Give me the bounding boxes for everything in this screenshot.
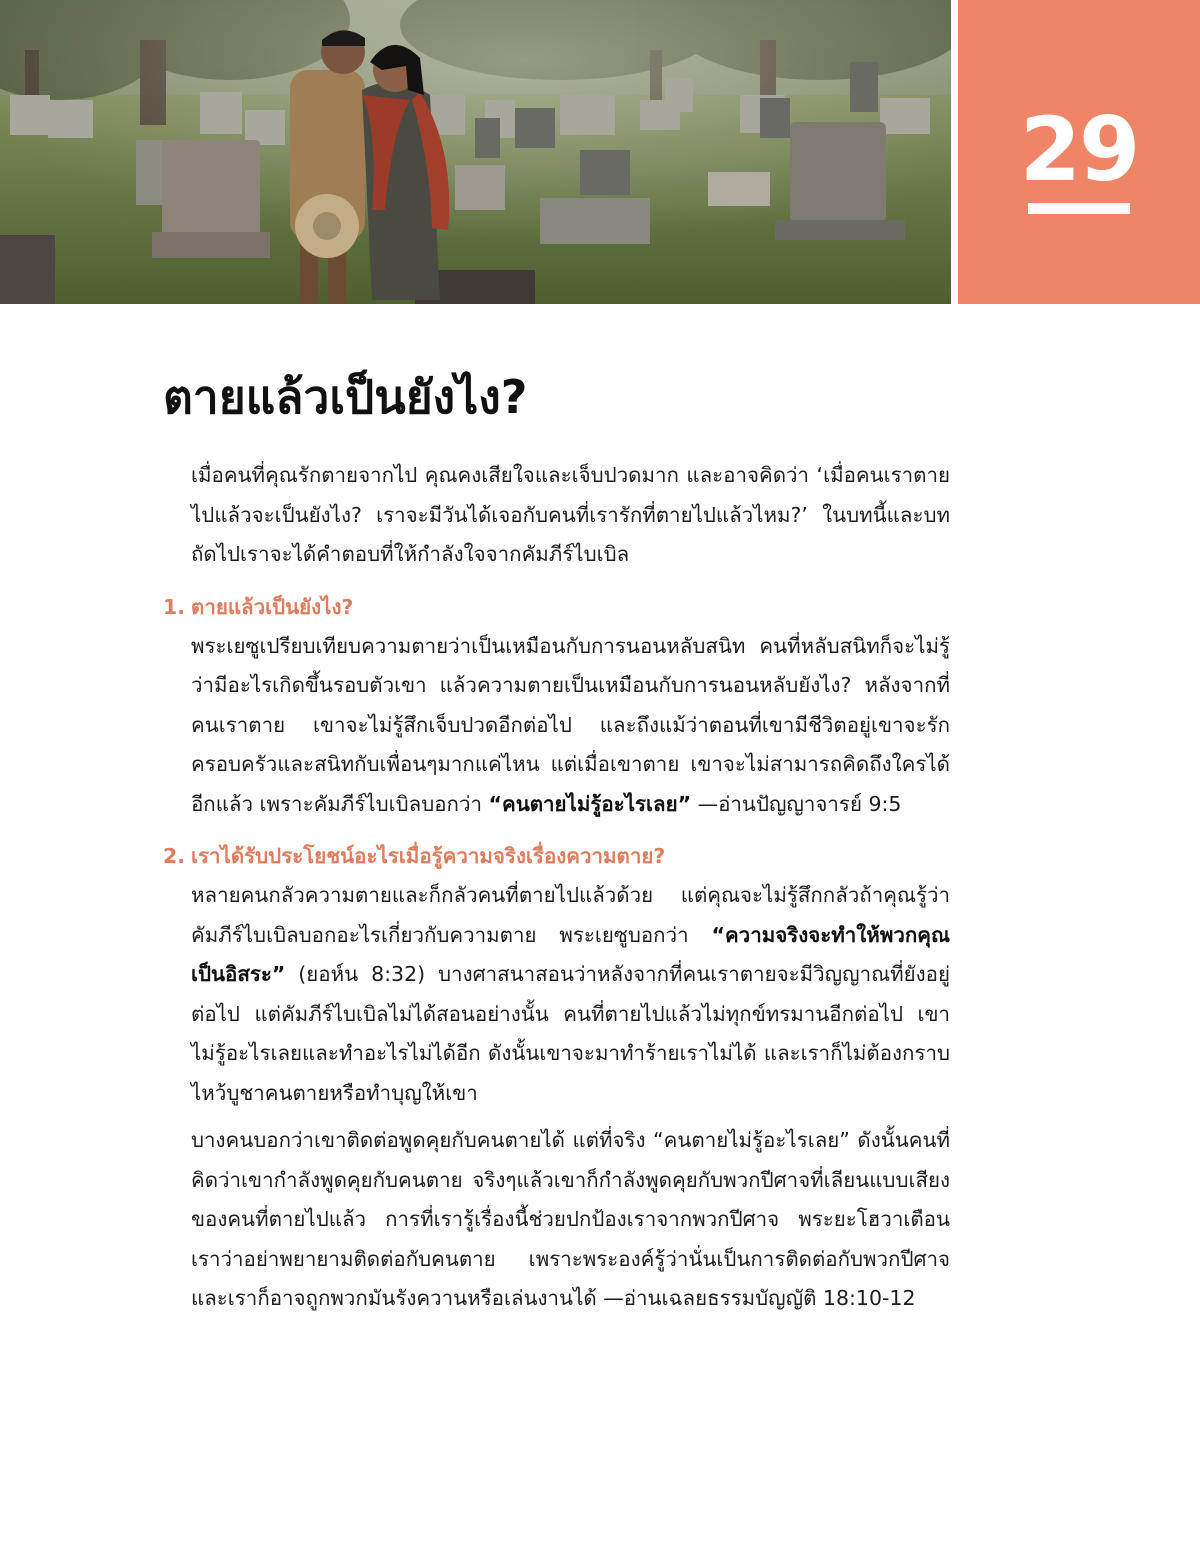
scripture-reference: —อ่านปัญญาจารย์ 9:5 [691,791,902,816]
intro-paragraph: เมื่อคนที่คุณรักตายจากไป คุณคงเสียใจและเจ็บปวดมาก และอาจคิดว่า ‘เมื่อคนเราตายไปแล้วจะเป็นยังไง? เราจะมีวันได้เจอกับคนที่เรารักที่ตายไปแล้วไหม?’ ในบทนี้และบทถัดไปเราจะได้คำตอบที่ให้กำลังใจจากคัมภีร์ไบเบิล [191,463,950,566]
lesson-number: 29 [1019,98,1139,201]
section-heading [163,838,950,874]
paragraph-text: บางคนบอกว่าเขาติดต่อพูดคุยกับคนตายได้ แต่ที่จริง “คนตายไม่รู้อะไรเลย” ดังนั้นคนที่คิดว่าเขากำลังพูดคุยกับคนตาย จริงๆแล้วเขาก็กำลังพูดคุยกับพวกปีศาจที่เลียนแบบเสียงของคนที่ตายไปแล้ว การที่เรารู้เรื่องนี้ช่วยปกป้องเราจากพวกปีศาจ พระยะโฮวาเตือนเราว่าอย่าพยายามติดต่อกับคนตาย เพราะพระองค์รู้ว่านั่นเป็นการติดต่อกับพวกปีศาจ และเราก็อาจถูกพวกมันรังควานหรือเล่นงานได้ [191,1128,950,1310]
section-paragraph [191,627,950,825]
section-1 [163,589,950,825]
paragraph-text: พระเยซูเปรียบเทียบความตายว่าเป็นเหมือนกับการนอนหลับสนิท คนที่หลับสนิทก็จะไม่รู้ว่ามีอะไรเกิดขึ้นรอบตัวเขา แล้วความตายเป็นเหมือนกับการนอนหลับยังไง? หลังจากที่คนเราตาย เขาจะไม่รู้สึกเจ็บปวดอีกต่อไป และถึงแม้ว่าตอนที่เขามีชีวิตอยู่เขาจะรักครอบครัวและสนิทกับเพื่อนๆมากแค่ไหน แต่เมื่อเขาตาย เขาจะไม่สามารถคิดถึงใครได้อีกแล้ว เพราะคัมภีร์ไบเบิลบอกว่า [191,633,950,816]
page-title: ตายแล้วเป็นยังไง? [163,370,528,424]
section-paragraph [191,1121,950,1319]
headstone [162,140,260,240]
cemetery-illustration [0,0,951,304]
paragraph-text: (ยอห์น 8:32) บางศาสนาสอนว่าหลังจากที่คนเราตายจะมีวิญญาณที่ยังอยู่ต่อไป แต่คัมภีร์ไบเบิลไม่ได้สอนอย่างนั้น คนที่ตายไปแล้วไม่ทุกข์ทรมานอีกต่อไป เขาไม่รู้อะไรเลยและทำอะไรไม่ได้อีก ดังนั้นเขาจะมาทำร้ายเราไม่ได้ และเราก็ไม่ต้องกราบไหว้บูชาคนตายหรือทำบุญให้เขา [191,962,950,1105]
scripture-reference: —อ่านเฉลยธรรมบัญญัติ 18:10-12 [596,1286,916,1310]
section-heading-text: ตายแล้วเป็นยังไง? [191,594,354,619]
bold-quote: “คนตายไม่รู้อะไรเลย” [488,791,692,816]
lesson-content [163,362,950,1319]
section-heading [163,589,950,625]
lesson-number-box [958,0,1200,304]
section-number: 2. [163,844,186,868]
hero-photo [0,0,951,304]
section-heading-text: เราได้รับประโยชน์อะไรเมื่อรู้ความจริงเรื่องความตาย? [191,844,666,868]
paragraph-text: หลายคนกลัวความตายและก็กลัวคนที่ตายไปแล้วด้วย แต่คุณจะไม่รู้สึกกลัวถ้าคุณรู้ว่าคัมภีร์ไบเบิลบอกอะไรเกี่ยวกับความตาย พระเยซูบอกว่า [191,883,950,947]
lesson-number-underline [1028,203,1130,214]
section-2 [163,838,950,1319]
section-paragraph [191,876,950,1113]
bold-quote: “ความจริงจะทำให้พวกคุณเป็นอิสระ” [191,922,950,986]
section-number: 1. [163,594,186,619]
